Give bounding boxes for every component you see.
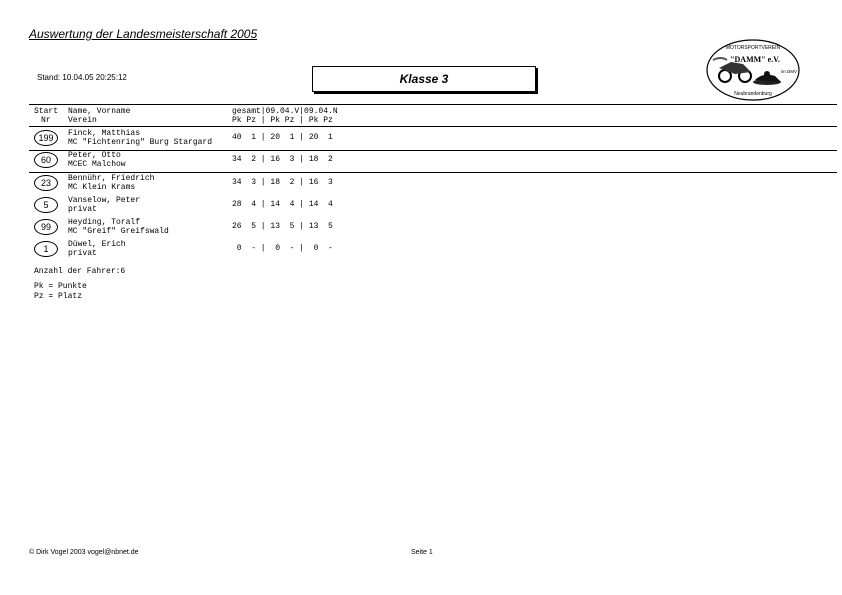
driver-name: Heyding, Toralf: [68, 218, 141, 227]
start-number-badge: 5: [34, 197, 58, 213]
start-number-badge: 1: [34, 241, 58, 257]
logo-top-text: MOTORSPORTVEREIN: [725, 45, 781, 51]
driver-count: Anzahl der Fahrer:6: [34, 267, 126, 276]
start-number-badge: 199: [34, 130, 58, 146]
driver-name: Peter, Otto: [68, 151, 121, 160]
logo-bottom-text: Neubrandenburg: [734, 91, 772, 97]
header-bottom-rule: [29, 126, 837, 127]
start-number-badge: 99: [34, 219, 58, 235]
driver-scores: 34 2 | 16 3 | 18 2: [232, 155, 333, 164]
header-start-line1: Start: [34, 107, 59, 116]
driver-scores: 26 5 | 13 5 | 13 5: [232, 222, 333, 231]
class-title-box: [312, 66, 536, 92]
driver-club: MCEC Malchow: [68, 160, 126, 169]
row-separator: [29, 172, 837, 173]
class-label: Klasse 3: [399, 72, 449, 86]
driver-scores: 34 3 | 18 2 | 16 3: [232, 178, 333, 187]
driver-club: MC "Fichtenring" Burg Stargard: [68, 138, 213, 147]
driver-name: Finck, Matthias: [68, 129, 141, 138]
legend-pz: Pz = Platz: [34, 292, 83, 301]
driver-name: Vanselow, Peter: [68, 196, 141, 205]
driver-club: MC "Greif" Greifswald: [68, 227, 169, 236]
driver-club: privat: [68, 249, 97, 258]
driver-name: Bennühr, Friedrich: [68, 174, 155, 183]
logo-side-text: im DMV: [781, 69, 797, 74]
logo-name-text: "DAMM" e.V.: [730, 55, 780, 64]
table-top-rule: [29, 104, 837, 105]
header-name: Name, Vorname: [68, 107, 131, 116]
row-separator: [29, 150, 837, 151]
start-number-badge: 23: [34, 175, 58, 191]
page-title: Auswertung der Landesmeisterschaft 2005: [29, 27, 258, 41]
driver-scores: 28 4 | 14 4 | 14 4: [232, 200, 333, 209]
driver-scores: 0 - | 0 - | 0 -: [232, 244, 333, 253]
legend-pk: Pk = Punkte: [34, 282, 87, 291]
header-club: Verein: [68, 116, 97, 125]
driver-name: Düwel, Erich: [68, 240, 126, 249]
driver-club: privat: [68, 205, 97, 214]
start-number-badge: 60: [34, 152, 58, 168]
footer-page: Seite 1: [411, 549, 433, 556]
driver-scores: 40 1 | 20 1 | 20 1: [232, 133, 333, 142]
driver-club: MC Klein Krams: [68, 183, 136, 192]
header-start-line2: Nr: [41, 116, 51, 125]
header-scores-line1: gesamt|09.04.V|09.04.N: [232, 107, 338, 116]
club-logo: [705, 38, 801, 102]
header-scores-line2: Pk Pz | Pk Pz | Pk Pz: [232, 116, 333, 125]
stand-label: Stand:: [37, 73, 61, 82]
stand-value: 10.04.05 20:25:12: [62, 73, 127, 82]
timestamp: [37, 73, 127, 82]
footer-copyright: © Dirk Vogel 2003 vogel@nbnet.de: [29, 549, 139, 556]
